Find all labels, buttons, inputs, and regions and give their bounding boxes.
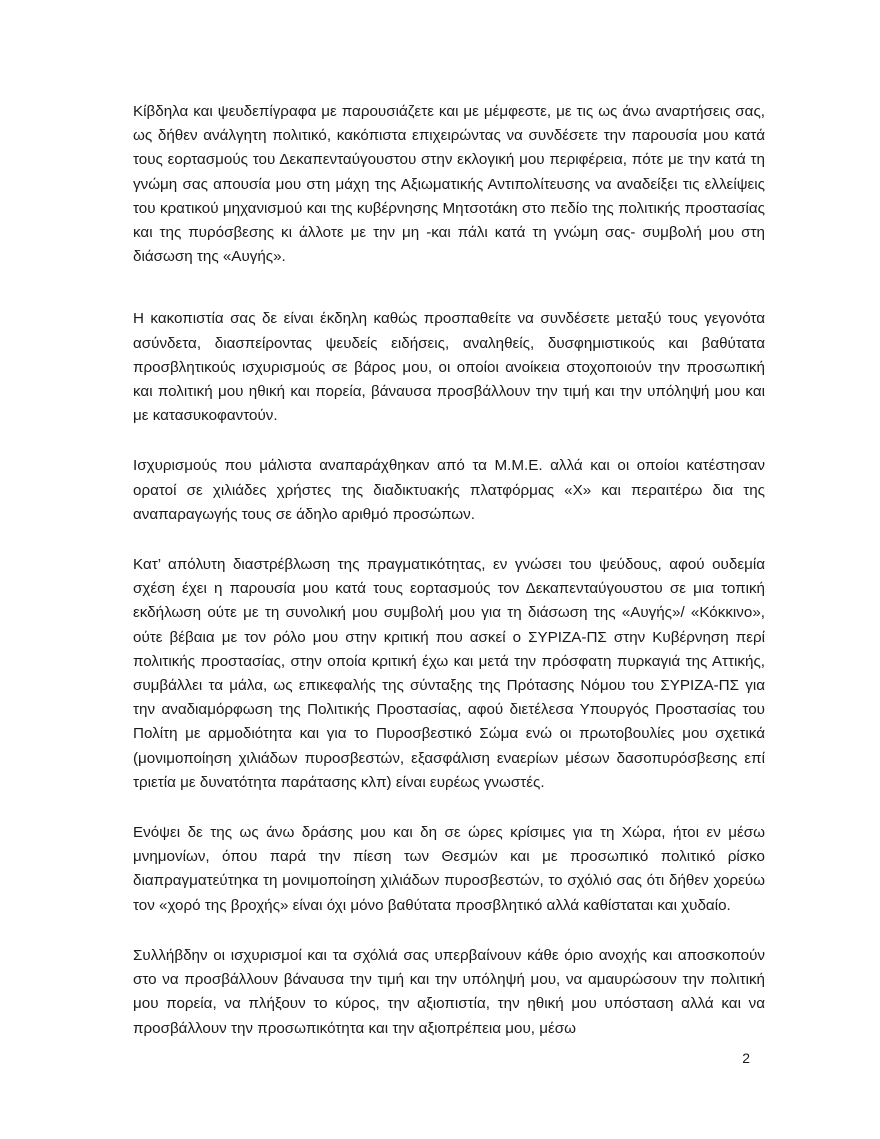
paragraph-5: Ενόψει δε της ως άνω δράσης μου και δη σε ώρες κρίσιμες για τη Χώρα, ήτοι εν μέσω μνημονίων, όπου παρά την πίεση των Θεσμών και με προσωπικό πολιτικό ρίσκο διαπραγματεύτηκα τη μονιμοποίηση χιλιάδων πυροσβεστών, το σχόλιό σας ότι δήθεν χορεύω τον «χορό της βροχής» είναι όχι μόνο βαθύτατα προσβλητικό αλλά καθίσταται και χυδαίο. — [133, 824, 765, 914]
paragraph-3: Ισχυρισμούς που μάλιστα αναπαράχθηκαν από τα Μ.Μ.Ε. αλλά και οι οποίοι κατέστησαν ορατοί σε χιλιάδες χρήστες της διαδικτυακής πλατφόρμας «Χ» και περαιτέρω δια της αναπαραγωγής τους σε άδηλο αριθμό προσώπων. — [133, 457, 765, 523]
document-body — [133, 100, 765, 1067]
page-number: 2 — [742, 1050, 750, 1066]
paragraph-2: Η κακοπιστία σας δε είναι έκδηλη καθώς προσπαθείτε να συνδέσετε μεταξύ τους γεγονότα ασύνδετα, διασπείροντας ψευδείς ειδήσεις, αναληθείς, δυσφημιστικούς και βαθύτατα προσβλητικούς ισχυρισμούς σε βάρος μου, οι οποίοι ανοίκεια στοχοποιούν την προσωπική και πολιτική μου ηθική και πορεία, βάναυσα προσβάλλουν την τιμή και την υπόληψή μου και με κατασυκοφαντούν. — [133, 310, 765, 425]
paragraph-4: Κατ’ απόλυτη διαστρέβλωση της πραγματικότητας, εν γνώσει του ψεύδους, αφού ουδεμία σχέση έχει η παρουσία μου κατά τους εορτασμούς τον Δεκαπενταύγουστου σε μια τοπική εκδήλωση ούτε με τη συνολική μου συμβολή μου για τη διάσωση της «Αυγής»/ «Κόκκινο», ούτε βέβαια με τον ρόλο μου στην κριτική που ασκεί ο ΣΥΡΙΖΑ-ΠΣ στην Κυβέρνηση περί πολιτικής προστασίας, στην οποία κριτική έχω και μετά την πρόσφατη πυρκαγιά της Αττικής, συμβάλλει τα μάλα, ως επικεφαλής της σύνταξης της Πρότασης Νόμου του ΣΥΡΙΖΑ-ΠΣ για την αναδιαμόρφωση της Πολιτικής Προστασίας, αφού διετέλεσα Υπουργός Προστασίας του Πολίτη με αρμοδιότητα και για το Πυροσβεστικό Σώμα ενώ οι πρωτοβουλίες μου σχετικά (μονιμοποίηση χιλιάδων πυροσβεστών, εξασφάλιση εναερίων μέσων δασοπυρόσβεσης επί τριετία με δυνατότητα παράτασης κλπ) είναι ευρέως γνωστές. — [133, 556, 765, 791]
paragraph-1: Κίβδηλα και ψευδεπίγραφα με παρουσιάζετε και με μέμφεστε, με τις ως άνω αναρτήσεις σας, ως δήθεν ανάλγητη πολιτικό, κακόπιστα επιχειρώντας να συνδέσετε την παρουσία μου κατά τους εορτασμούς του Δεκαπενταύγουστου στην εκλογική μου περιφέρεια, πότε με την κατά τη γνώμη σας απουσία μου στη μάχη της Αξιωματικής Αντιπολίτευσης να αναδείξει τις ελλείψεις του κρατικού μηχανισμού και της κυβέρνησης Μητσοτάκη στο πεδίο της πολιτικής προστασίας και της πυρόσβεσης κι άλλοτε με την μη -και πάλι κατά τη γνώμη σας- συμβολή μου στη διάσωση της «Αυγής». — [133, 103, 765, 266]
paragraph-6: Συλλήβδην οι ισχυρισμοί και τα σχόλιά σας υπερβαίνουν κάθε όριο ανοχής και αποσκοπούν στο να προσβάλλουν βάναυσα την τιμή και την υπόληψή μου, να αμαυρώσουν την πολιτική μου πορεία, να πλήξουν το κύρος, την αξιοπιστία, την ηθική μου υπόσταση αλλά και να προσβάλλουν την προσωπικότητα και την αξιοπρέπεια μου, μέσω — [133, 946, 765, 1037]
